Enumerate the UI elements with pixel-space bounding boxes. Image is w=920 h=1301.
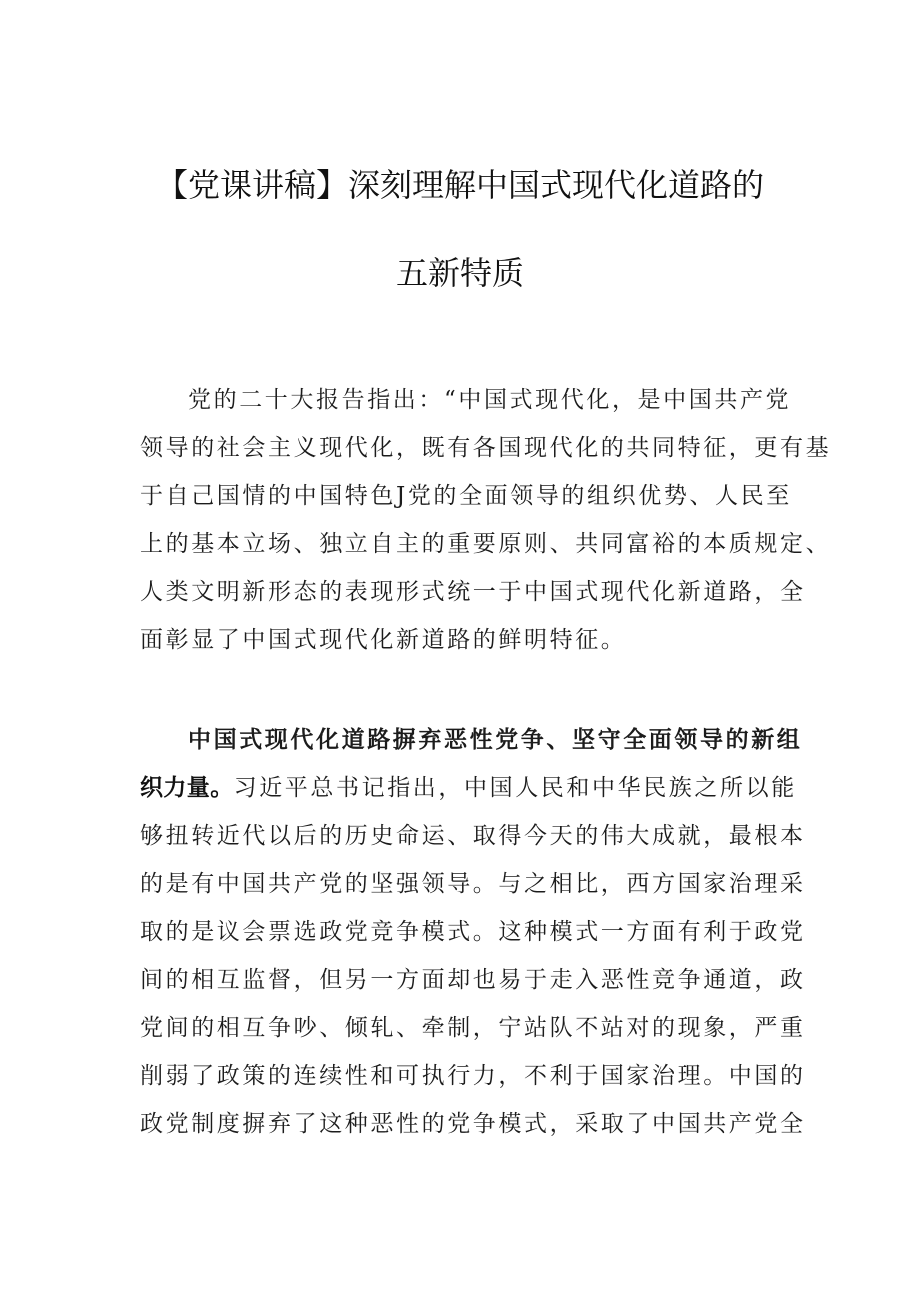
paragraph-line: 政党制度摒弃了这种恶性的党争模式，采取了中国共产党全 [140, 1111, 806, 1137]
paragraph-line: 党间的相互争吵、倾轧、牵制，宁站队不站对的现象，严重 [140, 1015, 806, 1041]
paragraph-line: 人类文明新形态的表现形式统一于中国式现代化新道路，全 [140, 579, 806, 605]
paragraph-line: 党的二十大报告指出：“中国式现代化，是中国共产党 [188, 387, 792, 413]
paragraph-line: 于自己国情的中国特色J党的全面领导的组织优势、人民至 [140, 483, 792, 509]
paragraph-line: 间的相互监督，但另一方面却也易于走入恶性竞争通道，政 [140, 967, 806, 993]
paragraph-intro [140, 376, 832, 664]
paragraph-line: 领导的社会主义现代化，既有各国现代化的共同特征，更有基 [140, 435, 832, 461]
paragraph-line [140, 764, 797, 812]
paragraph-line-text: 习近平总书记指出，中国人民和中华民族之所以能 [233, 775, 797, 801]
paragraph-line: 面彰显了中国式现代化新道路的鲜明特征。 [140, 627, 627, 653]
document-title-line-2: 五新特质 [395, 254, 524, 292]
paragraph-line: 取的是议会票选政党竞争模式。这种模式一方面有利于政党 [140, 919, 806, 945]
section-heading-end: 织力量。 [140, 775, 234, 801]
paragraph-line: 削弱了政策的连续性和可执行力，不利于国家治理。中国的 [140, 1063, 806, 1089]
paragraph-line: 上的基本立场、独立自主的重要原则、共同富裕的本质规定、 [140, 531, 832, 557]
paragraph-line: 够扭转近代以后的历史命运、取得今天的伟大成就，最根本 [140, 823, 806, 849]
section-heading: 中国式现代化道路摒弃恶性党争、坚守全面领导的新组 [188, 726, 803, 753]
paragraph-section-1 [140, 716, 806, 1148]
paragraph-line: 的是有中国共产党的坚强领导。与之相比，西方国家治理采 [140, 871, 806, 897]
document-title-line-1: 【党课讲稿】深刻理解中国式现代化道路的 [155, 166, 764, 204]
